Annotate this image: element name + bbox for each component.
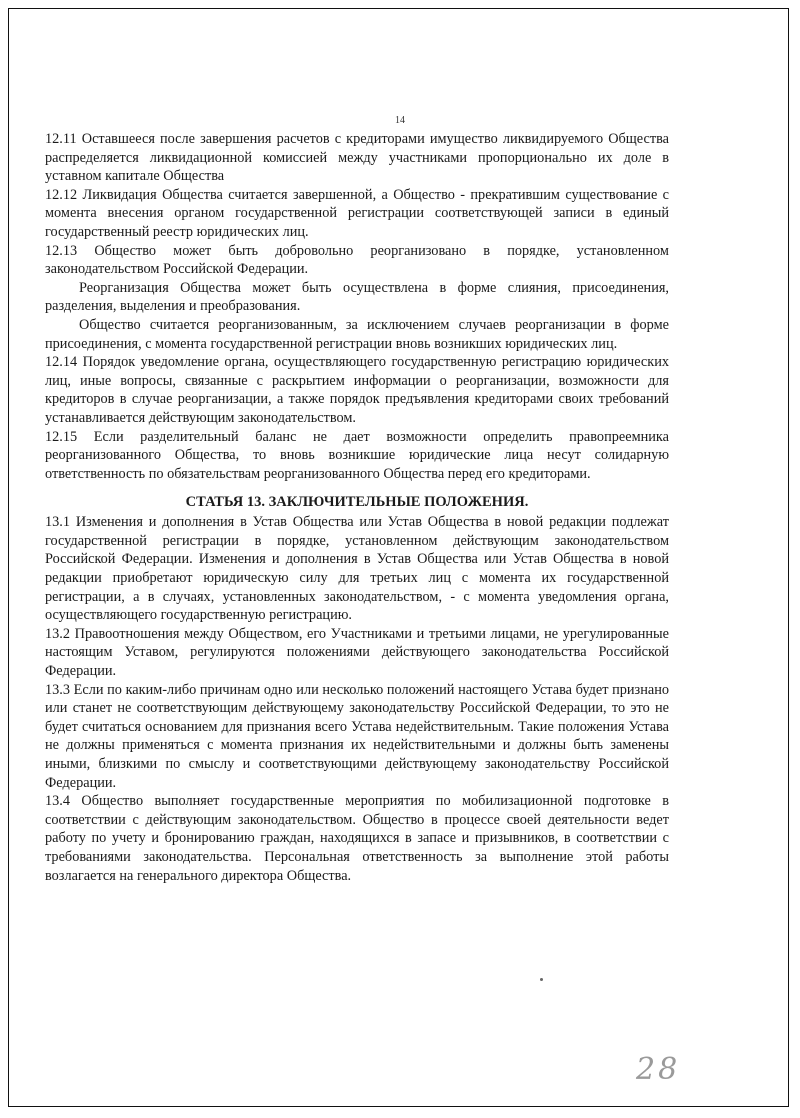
document-body [45, 130, 669, 885]
clause-13-4: 13.4 Общество выполняет государственные мероприятия по мобилизационной подготовке в соответствии с действующим законодательством. Общество в процессе своей деятельности ведет работу по учету и бронированию граждан, находящихся в запасе и призывников, в соответствии с требованиями законодательства. Персональная ответственность за выполнение этой работы возлагается на генерального директора Общества. [45, 793, 669, 884]
clause-12-13: 12.13 Общество может быть добровольно реорганизовано в порядке, установленном законодательством Российской Федерации. [45, 242, 669, 278]
handwritten-page-number: 28 [636, 1052, 681, 1087]
clause-12-15: 12.15 Если разделительный баланс не дает возможности определить правопреемника реорганизованного Общества, то вновь возникшие юридические лица несут солидарную ответственность по обязательствам реорганизованного Общества перед его кредиторами. [45, 428, 669, 482]
clause-13-2: 13.2 Правоотношения между Обществом, его Участниками и третьими лицами, не урегулированные настоящим Уставом, регулируются положениями действующего законодательства Российской Федерации. [45, 625, 669, 680]
clause-13-1: 13.1 Изменения и дополнения в Устав Общества или Устав Общества в новой редакции подлежат государственной регистрации в порядке, установленном действующим законодательством Российской Федерации. Изменения и дополнения в Устав Общества или Устав Общества в новой редакции приобретают юридическую силу для третьих лиц с момента их государственной регистрации, а в случаях, установленных законодательством, - с момента уведомления органа, осуществляющего государственную регистрацию. [45, 514, 669, 624]
clause-12-13-reorganization-moment: Общество считается реорганизованным, за исключением случаев реорганизации в форме присоединения, с момента государственной регистрации вновь возникших юридических лиц. [45, 316, 669, 352]
section-heading: СТАТЬЯ 13. ЗАКЛЮЧИТЕЛЬНЫЕ ПОЛОЖЕНИЯ. [185, 494, 529, 511]
page-number: 14 [395, 115, 405, 126]
clause-13-3: 13.3 Если по каким-либо причинам одно или несколько положений настоящего Устава будет признано или станет не соответствующим действующему законодательству Российской Федерации, то это не будет считаться основанием для признания всего Устава недействительным. Такие положения Устава не должны применяться с момента признания их недействительными и должны быть заменены иными, близкими по смыслу и соответствующими действующему законодательству Российской Федерации. [45, 681, 669, 791]
clause-12-13-reorganization-forms: Реорганизация Общества может быть осуществлена в форме слияния, присоединения, разделения, выделения и преобразования. [45, 279, 669, 315]
clause-12-12: 12.12 Ликвидация Общества считается завершенной, а Общество - прекратившим существование с момента внесения органом государственной регистрации соответствующей записи в единый государственный реестр юридических лиц. [45, 186, 669, 240]
scan-speck [540, 978, 543, 981]
clause-12-11: 12.11 Оставшееся после завершения расчетов с кредиторами имущество ликвидируемого Общества распределяется ликвидационной комиссией между участниками пропорционально их доле в уставном капитале Общества [45, 131, 669, 185]
clause-12-14: 12.14 Порядок уведомление органа, осуществляющего государственную регистрацию юридических лиц, иные вопросы, связанные с раскрытием информации о реорганизации, возможности для кредиторов в случае реорганизации, а также порядок предъявления кредиторами своих требований устанавливается действующим законодательством. [45, 354, 669, 426]
